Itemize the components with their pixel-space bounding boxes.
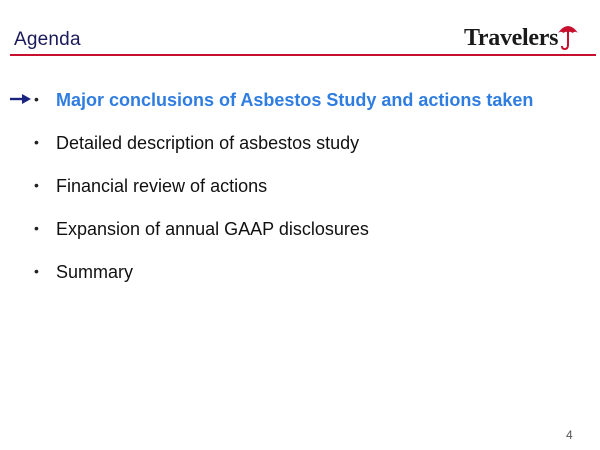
agenda-item-financial-review	[0, 176, 600, 219]
bullet-icon: •	[34, 177, 39, 193]
agenda-item-label: Detailed description of asbestos study	[56, 133, 360, 153]
bullet-icon: •	[34, 134, 39, 150]
agenda-item-gaap-disclosures	[0, 219, 600, 262]
agenda-item-label: Financial review of actions	[56, 176, 268, 196]
bullet-icon: •	[34, 91, 39, 107]
agenda-item-major-conclusions	[0, 90, 600, 133]
slide-title: Agenda	[14, 29, 81, 50]
agenda-item-label: Major conclusions of Asbestos Study and actions taken	[56, 90, 534, 110]
header-rule	[10, 54, 596, 56]
agenda-item-label: Expansion of annual GAAP disclosures	[56, 219, 369, 239]
agenda-item-label: Summary	[56, 262, 134, 282]
travelers-logo	[464, 20, 580, 54]
page-number: 4	[566, 428, 573, 442]
agenda-list	[0, 90, 600, 305]
logo-wordmark: Travelers	[464, 25, 559, 51]
agenda-item-detailed-description	[0, 133, 600, 176]
bullet-icon: •	[34, 220, 39, 236]
agenda-item-summary	[0, 262, 600, 305]
arrow-right-icon	[10, 92, 32, 106]
umbrella-icon	[556, 21, 580, 51]
bullet-icon: •	[34, 263, 39, 279]
